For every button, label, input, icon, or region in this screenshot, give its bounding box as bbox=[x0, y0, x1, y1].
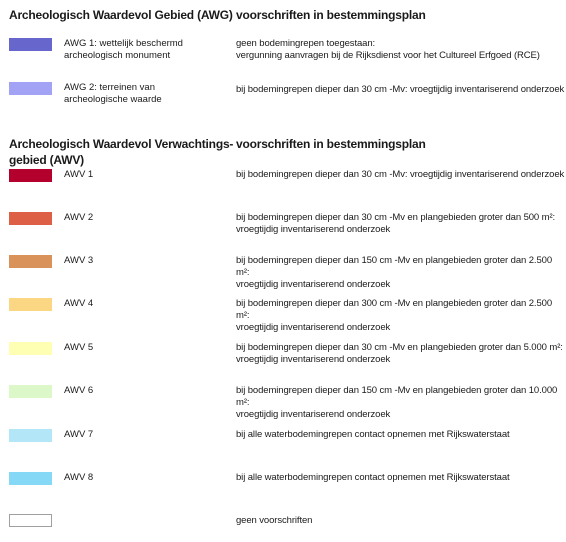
awv-section-title: Archeologisch Waardevol Verwachtings- gebied (AWV) bbox=[9, 137, 234, 167]
awv-8-swatch bbox=[9, 472, 52, 485]
awv-6-swatch bbox=[9, 385, 52, 398]
awv-7-label: AWV 7 bbox=[64, 429, 94, 440]
awg-2-swatch bbox=[9, 82, 52, 95]
no-category-rule: geen voorschriften bbox=[236, 515, 313, 526]
awv-2-label: AWV 2 bbox=[64, 212, 94, 223]
awv-2-rule: bij bodemingrepen dieper dan 30 cm -Mv en plangebieden groter dan 500 m²: vroegtijdig inventariserend onderzoek bbox=[236, 212, 556, 235]
awv-6-label: AWV 6 bbox=[64, 385, 94, 396]
awv-8-rule: bij alle waterbodemingrepen contact opnemen met Rijkswaterstaat bbox=[236, 472, 510, 483]
awg-1-rule: geen bodemingrepen toegestaan: vergunning aanvragen bij de Rijksdienst voor het Cultureel Erfgoed (RCE) bbox=[236, 38, 540, 61]
awv-2-swatch bbox=[9, 212, 52, 225]
awv-1-label: AWV 1 bbox=[64, 169, 94, 180]
awv-4-label: AWV 4 bbox=[64, 298, 94, 309]
awg-section-title: Archeologisch Waardevol Gebied (AWG) bbox=[9, 8, 233, 22]
awg-rules-header: voorschriften in bestemmingsplan bbox=[236, 8, 426, 22]
awv-5-swatch bbox=[9, 342, 52, 355]
awv-1-rule: bij bodemingrepen dieper dan 30 cm -Mv: vroegtijdig inventariserend onderzoek bbox=[236, 169, 565, 180]
awv-3-swatch bbox=[9, 255, 52, 268]
awg-1-swatch bbox=[9, 38, 52, 51]
awv-6-rule: bij bodemingrepen dieper dan 150 cm -Mv en plangebieden groter dan 10.000 m²: vroegtijdig inventariserend onderzoek bbox=[236, 385, 558, 420]
awv-4-rule: bij bodemingrepen dieper dan 300 cm -Mv en plangebieden groter dan 2.500 m²: vroegtijdig inventariserend onderzoek bbox=[236, 298, 553, 333]
awv-4-swatch bbox=[9, 298, 52, 311]
awg-2-rule: bij bodemingrepen dieper dan 30 cm -Mv: vroegtijdig inventariserend onderzoek bbox=[236, 84, 565, 95]
awg-2-label: AWG 2: terreinen van archeologische waarde bbox=[64, 82, 162, 105]
awv-7-rule: bij alle waterbodemingrepen contact opnemen met Rijkswaterstaat bbox=[236, 429, 510, 440]
awv-5-label: AWV 5 bbox=[64, 342, 94, 353]
awv-rules-header: voorschriften in bestemmingsplan bbox=[236, 137, 426, 151]
awv-1-swatch bbox=[9, 169, 52, 182]
awv-8-label: AWV 8 bbox=[64, 472, 94, 483]
awg-1-label: AWG 1: wettelijk beschermd archeologisch monument bbox=[64, 38, 183, 61]
awv-3-label: AWV 3 bbox=[64, 255, 94, 266]
no-category-swatch bbox=[9, 514, 52, 527]
awv-3-rule: bij bodemingrepen dieper dan 150 cm -Mv en plangebieden groter dan 2.500 m²: vroegtijdig inventariserend onderzoek bbox=[236, 255, 553, 290]
awv-5-rule: bij bodemingrepen dieper dan 30 cm -Mv en plangebieden groter dan 5.000 m²: vroegtijdig inventariserend onderzoek bbox=[236, 342, 563, 365]
awv-7-swatch bbox=[9, 429, 52, 442]
